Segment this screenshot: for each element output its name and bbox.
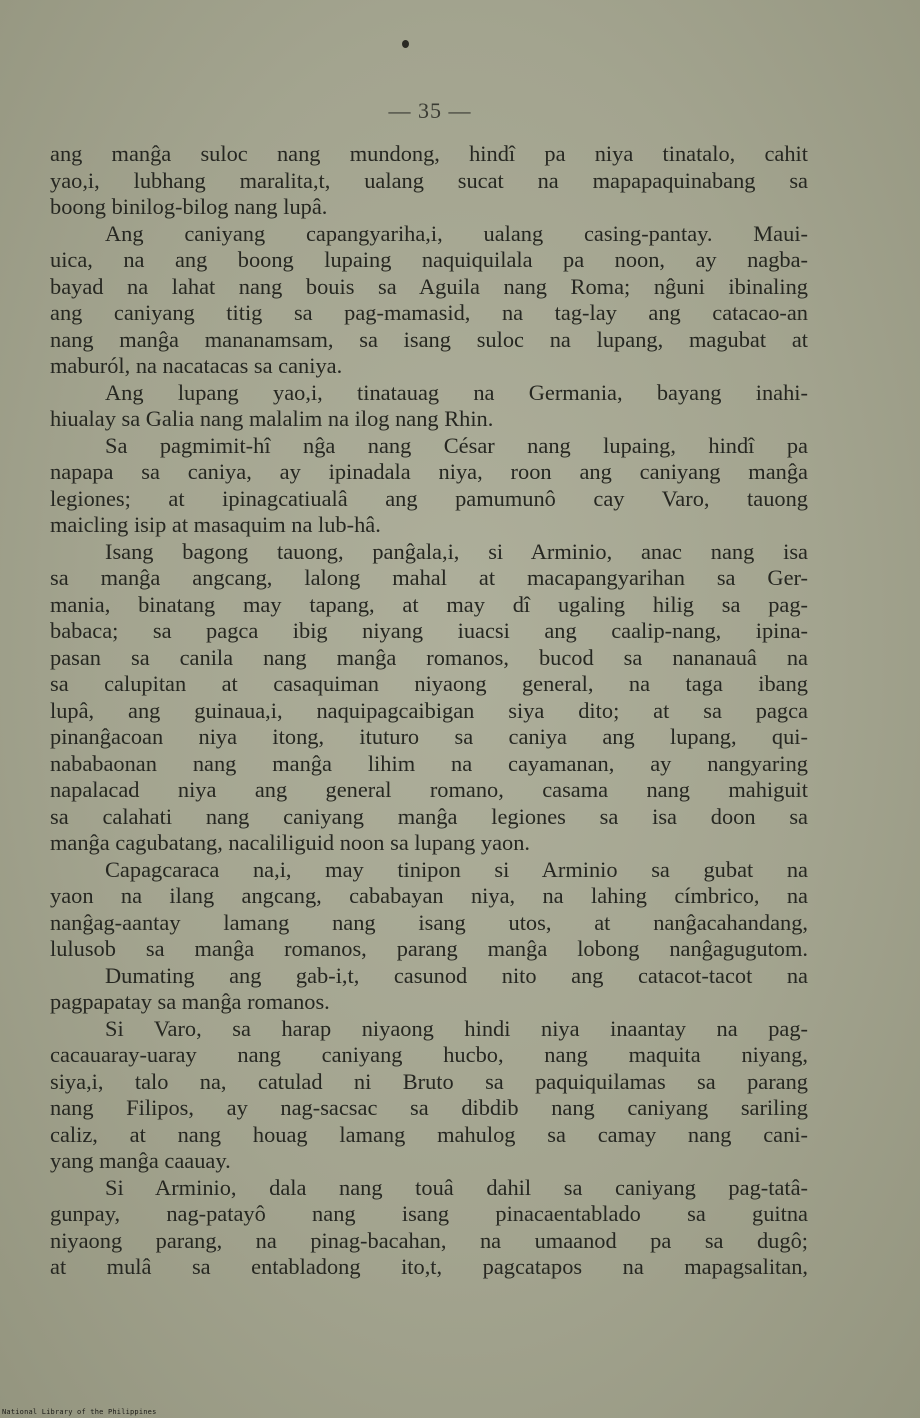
page-body-text — [50, 141, 808, 1281]
text-line: pasan sa canila nang manĝa romanos, bucod sa nananauâ na — [50, 644, 808, 670]
text-line: yao,i, lubhang maralita,t, ualang sucat na mapapaquinabang sa — [50, 167, 808, 193]
text-line: Ang lupang yao,i, tinatauag na Germania, bayang inahi- — [105, 379, 808, 405]
text-line: legiones; at ipinagcatiualâ ang pamumunô cay Varo, tauong — [50, 485, 808, 511]
text-line: pinanĝacoan niya itong, ituturo sa caniya ang lupang, qui- — [50, 724, 808, 749]
text-line: mania, binatang may tapang, at may dî ugaling hilig sa pag- — [50, 591, 808, 617]
text-line: cacauaray-uaray nang caniyang hucbo, nang maquita niyang, — [50, 1042, 808, 1067]
text-line: sa calahati nang caniyang manĝa legiones sa isa doon sa — [50, 803, 808, 829]
text-line: napapa sa caniya, ay ipinadala niya, roon ang caniyang manĝa — [50, 459, 808, 484]
text-line: yang manĝa caauay. — [50, 1148, 231, 1173]
text-line: boong binilog-bilog nang lupâ. — [50, 194, 328, 219]
text-line: ang caniyang titig sa pag-mamasid, na tag-lay ang catacao-an — [50, 300, 808, 325]
text-line: manĝa cagubatang, nacaliliguid noon sa lupang yaon. — [50, 830, 531, 855]
text-line: sa manĝa angcang, lalong mahal at macapangyarihan sa Ger- — [50, 565, 808, 590]
text-line: maicling isip at masaquim na lub-hâ. — [50, 512, 381, 537]
text-line: nang Filipos, ay nag-sacsac sa dibdib nang caniyang sariling — [50, 1095, 808, 1120]
text-line: lulusob sa manĝa romanos, parang manĝa lobong nanĝagugutom. — [50, 936, 808, 961]
text-line: niyaong parang, na pinag-bacahan, na umaanod pa sa dugô; — [50, 1227, 808, 1253]
text-line: nababaonan nang manĝa lihim na cayamanan, ay nangyaring — [50, 750, 808, 776]
text-line: Si Arminio, dala nang touâ dahil sa caniyang pag-tatâ- — [105, 1174, 808, 1200]
text-line: gunpay, nag-patayô nang isang pinacaentablado sa guitna — [50, 1201, 808, 1226]
text-line: yaon na ilang angcang, cababayan niya, na lahing címbrico, na — [50, 883, 808, 908]
text-line: Sa pagmimit-hî nĝa nang César nang lupaing, hindî pa — [105, 432, 808, 458]
text-line: sa calupitan at casaquiman niyaong general, na taga ibang — [50, 671, 808, 696]
text-line: Si Varo, sa harap niyaong hindi niya inaantay na pag- — [105, 1015, 808, 1041]
text-line: Capagcaraca na,i, may tinipon si Arminio sa gubat na — [105, 856, 808, 882]
text-line: hiualay sa Galia nang malalim na ilog nang Rhin. — [50, 406, 494, 431]
text-line: Dumating ang gab-i,t, casunod nito ang catacot-tacot na — [105, 962, 808, 988]
ink-dot — [402, 40, 409, 48]
text-line: nanĝag-aantay lamang nang isang utos, at nanĝacahandang, — [50, 909, 808, 935]
text-line: pagpapatay sa manĝa romanos. — [50, 989, 330, 1014]
text-line: lupâ, ang guinaua,i, naquipagcaibigan siya dito; at sa pagca — [50, 697, 808, 723]
text-line: Ang caniyang capangyariha,i, ualang casing-pantay. Maui- — [105, 220, 808, 246]
text-line: ang manĝa suloc nang mundong, hindî pa niya tinatalo, cahit — [50, 141, 808, 166]
text-line: siya,i, talo na, catulad ni Bruto sa paquiquilamas sa parang — [50, 1068, 808, 1094]
text-line: uica, na ang boong lupaing naquiquilala pa noon, ay nagba- — [50, 247, 808, 272]
text-line: at mulâ sa entabladong ito,t, pagcatapos na mapagsalitan, — [50, 1254, 808, 1279]
text-line: napalacad niya ang general romano, casama nang mahiguit — [50, 777, 808, 802]
text-line: babaca; sa pagca ibig niyang iuacsi ang caalip-nang, ipina- — [50, 618, 808, 643]
library-credit: National Library of the Philippines — [2, 1408, 157, 1416]
text-line: Isang bagong tauong, panĝala,i, si Arminio, anac nang isa — [105, 538, 808, 564]
text-line: nang manĝa mananamsam, sa isang suloc na lupang, magubat at — [50, 326, 808, 352]
page-number: — 35 — — [388, 98, 472, 123]
text-line: bayad na lahat nang bouis sa Aguila nang Roma; nĝuni ibinaling — [50, 273, 808, 299]
text-line: maburól, na nacatacas sa caniya. — [50, 353, 343, 378]
text-line: caliz, at nang houag lamang mahulog sa camay nang cani- — [50, 1121, 808, 1147]
